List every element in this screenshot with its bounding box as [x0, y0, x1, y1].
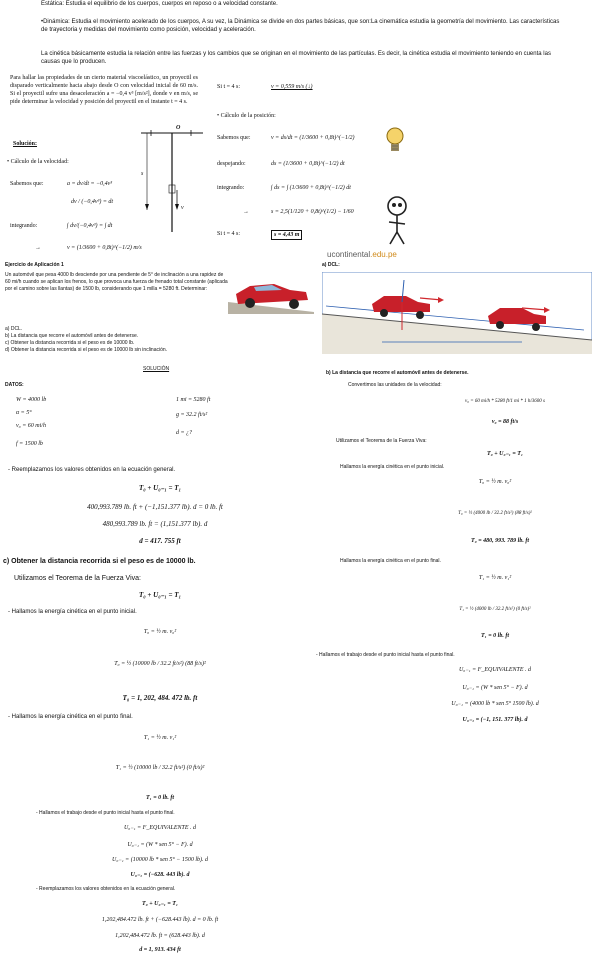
utilizamos-c: Utilizamos el Teorema de la Fuerza Viva: [14, 575, 141, 582]
eq-int: ∫ dv/(−0,4v³) = ∫ dt [67, 223, 113, 229]
lightbulb-icon [385, 126, 405, 156]
eq-u1: U₀₋₁ = F_EQUIVALENTE . d [458, 667, 532, 673]
eq-b3: d = 417. 755 ft [139, 537, 181, 545]
dato-v0: v₀ = 60 mi/h [16, 423, 46, 429]
item-c: c) Obtener la distancia recorrida si el peso es de 10000 lb. [5, 340, 135, 346]
dato-g: g = 32.2 ft/s² [176, 412, 208, 418]
intro-estatica: Estática: Estudia el equilibrio de los cuerpos, cuerpos en reposo o a velocidad constante. [41, 1, 278, 7]
si-t-2: Si t = 4 s: [217, 231, 241, 237]
solucion-title: SOLUCIÓN [143, 366, 170, 372]
hallamos-trab-c: - Hallamos el trabajo desde el punto inicial hasta el punto final. [36, 810, 175, 816]
diagram-o-label: O [176, 125, 181, 131]
thinking-figure-icon [385, 194, 409, 246]
dato-d: d = ¿? [176, 430, 193, 436]
eq-c3: d = 1, 913. 434 ft [139, 947, 181, 953]
eq-t1: T₁ = ½ m. v₁² [478, 575, 512, 581]
item-d: d) Obtener la distancia recorrida si el peso es de 10000 lb sin inclinación. [5, 347, 168, 353]
problem1-solucion: Solución: [13, 141, 38, 147]
dato-f: f = 1500 lb [16, 441, 43, 447]
eq-conv: v₀ = 60 mi/h * 5280 ft/1 mi * 1 h/3600 s [465, 399, 545, 404]
eq-t1-res: T₁ = 0 lb. ft [480, 633, 509, 639]
eq-ct1-num: T₁ = ½ (10000 lb / 32.2 ft/s²) (0 ft/s)² [115, 765, 205, 771]
eq-ct0-num: T₀ = ½ (10000 lb / 32.2 ft/s²) (88 ft/s)² [114, 661, 206, 667]
hallamos-trab-b: - Hallamos el trabajo desde el punto inicial hasta el punto final. [316, 652, 455, 658]
arrow-1: → [35, 245, 41, 251]
eq-v: v = (1/3600 + 0,8t)^(−1/2) m/s [67, 245, 142, 251]
v-result: v = 0,559 m/s (↓) [271, 84, 313, 90]
eq-ct0: T₀ = ½ m. v₀² [143, 629, 177, 635]
eq-ct1: T₁ = ½ m. v₁² [143, 735, 177, 741]
bullet-velocidad: • Cálculo de la velocidad: [7, 159, 69, 165]
problem1-statement: Para hallar las propiedades de un cierto material viscoelástico, un proyectil es disparado verticalmente hacia abajo desde O con velocidad inicial de 60 m/s. Si el proyectil sufre una desaceleración a = −0,4 v³ [m/s²], donde v en m/s, se pide determinar la velocidad y posición del proyectil en el instante t = 4 s. [10, 75, 198, 105]
eq-cu2: U₀₋₁ = (W * sen 5° − F). d [127, 842, 193, 848]
projectile-diagram [139, 130, 205, 234]
eq-u4: U₀₋₁ = (−1, 151. 377 lb). d [462, 717, 528, 723]
eq-b-general: T₀ + U₀₋₁ = T₁ [486, 451, 524, 457]
eq-u3: U₀₋₁ = (4000 lb * sen 5° 1500 lb). d [451, 701, 539, 707]
eq-c-gen2: T₀ + U₀₋₁ = T₁ [141, 901, 179, 907]
bullet-posicion-text: Cálculo de la posición: [220, 113, 276, 119]
eq-a: a = dv/dt = −0,4v³ [67, 181, 113, 187]
dcl-diagram [322, 272, 592, 354]
intro-cinetica: La cinética básicamente estudia la relación entre las fuerzas y los cambios que se originan en el movimiento de las partículas. Es decir, la cinética estudia el movimiento teniendo en cuenta las causas que lo producen. [41, 51, 551, 65]
diagram-s-label: s [141, 171, 144, 177]
label-sabemos: Sabemos que: [10, 181, 44, 187]
reemplazamos-c: - Reemplazamos los valores obtenidos en la ecuación general. [36, 886, 176, 892]
hallamos-ini-c: - Hallamos la energía cinética en el punto inicial. [8, 609, 137, 615]
datos-left [16, 396, 46, 453]
ejercicio-statement: Un automóvil que pesa 4000 lb desciende por una pendiente de 5° de inclinación a una rapidez de 60 mi/h cuando se aplican los frenos, lo que provoca una fuerza de frenado total constante (aplicada por el camino sobre las llantas) de 1500 lb, considerando que 1 milla = 5280 ft. Determinar: [5, 272, 228, 292]
bullet-posicion: • Cálculo de la posición: [217, 113, 276, 119]
convertimos: Convertimos las unidades de la velocidad: [348, 382, 442, 388]
eq-cu4: U₀₋₁ = (−628. 443 lb). d [130, 872, 190, 878]
watermark-text: ucontinental [327, 250, 371, 259]
eq-c1: 1,202,484.472 lb. ft + (−628.443 lb). d = 0 lb. ft [101, 917, 219, 923]
eq-u2: U₀₋₁ = (W * sen 5° − F). d [462, 685, 528, 691]
label-integrando: integrando: [10, 223, 38, 229]
datos-label: DATOS: [5, 382, 24, 388]
dato-alpha: α = 5° [16, 410, 32, 416]
bullet-velocidad-text: Cálculo de la velocidad: [10, 159, 69, 165]
reemplazamos-b: - Reemplazamos los valores obtenidos en la ecuación general. [8, 467, 176, 473]
eq-c2: 1,202,484.472 lb. ft = (628.443 lb). d [115, 933, 205, 939]
hallamos-fin-b: Hallamos la energía cinética en el punto final. [340, 558, 441, 564]
eq-ct1-res: T₁ = 0 lb. ft [145, 795, 174, 801]
utilizamos-b: Utilizamos el Teorema de la Fuerza Viva: [336, 438, 427, 444]
watermark [327, 250, 397, 260]
problem1-panel [5, 74, 405, 262]
dcl-label: a) DCL: [322, 262, 340, 268]
eq-t0-num: T₀ = ½ (4000 lb / 32.2 ft/s²) (88 ft/s)² [458, 511, 532, 516]
datos-right [176, 396, 210, 442]
label-sabemos-2: Sabemos que: [217, 135, 251, 141]
hallamos-fin-c: - Hallamos la energía cinética en el punto final. [8, 714, 133, 720]
watermark-suffix: .edu.pe [370, 250, 397, 259]
dato-mi: 1 mi = 5280 ft [176, 397, 211, 403]
ejercicio-title: Ejercicio de Aplicación 1 [5, 262, 64, 268]
car-slope-illustration [228, 268, 314, 314]
diagram-v-label: v [181, 205, 184, 211]
s-result: s = 4,43 m [271, 230, 302, 240]
eq-cu1: U₀₋₁ = F_EQUIVALENTE . d [123, 825, 197, 831]
eq-int2: ∫ ds = ∫ (1/3600 + 0,8t)^(−1/2) dt [271, 185, 351, 191]
item-b: b) La distancia que recorre el automóvil antes de detenerse. [5, 333, 139, 339]
eq-dv: dv / (−0,4v³) = dt [71, 199, 114, 205]
eq-b1: 400,993.789 lb. ft + (−1,151.377 lb). d = 0 lb. ft [87, 503, 223, 511]
eq-cu3: U₀₋₁ = (10000 lb * sen 5° − 1500 lb). d [112, 857, 208, 863]
arrow-2: → [243, 209, 249, 215]
item-a: a) DCL. [5, 326, 23, 332]
items-list [5, 326, 167, 354]
eq-general-b: T₀ + U₀₋₁ = T₁ [138, 484, 182, 492]
eq-ct0-res: T₀ = 1, 202, 484. 472 lb. ft [122, 694, 198, 702]
eq-b2: 480,993.789 lb. ft = (1,151.377 lb). d [102, 520, 208, 528]
eq-s: s = 2,5(1/120 + 0,8t)^(1/2) − 1/60 [271, 209, 354, 215]
eq-t0: T₀ = ½ m. v₀² [478, 479, 512, 485]
eq-ds: v = ds/dt = (1/3600 + 0,8t)^(−1/2) [271, 135, 355, 141]
eq-v0: v₀ = 88 ft/s [491, 419, 519, 425]
si-t-1: Si t = 4 s: [217, 84, 241, 90]
eq-c-general: T₀ + U₀₋₁ = T₁ [138, 591, 182, 599]
eq-t0-res: T₀ = 480, 993. 789 lb. ft [470, 538, 529, 544]
dato-w: W = 4000 lb [16, 397, 47, 403]
c-title: c) Obtener la distancia recorrida si el peso es de 10000 lb. [3, 558, 196, 565]
b-title: b) La distancia que recorre el automóvil antes de detenerse. [326, 370, 469, 376]
intro-dinamica: •Dinámica: Estudia el movimiento acelerado de los cuerpos, A su vez, la Dinámica se divide en dos partes básicas, que son:La cinemática estudia la geometría del movimiento. Las características de trayectoria y medidas del movimiento como posición, velocidad y aceleración. [41, 19, 560, 33]
eq-t1-num: T₁ = ½ (4000 lb / 32.2 ft/s²) (0 ft/s)² [459, 607, 531, 612]
hallamos-ini-b: Hallamos la energía cinética en el punto inicial. [340, 464, 445, 470]
label-integrando-2: integrando: [217, 185, 245, 191]
label-despejando: despejando: [217, 161, 246, 167]
eq-ds2: ds = (1/3600 + 0,8t)^(−1/2) dt [271, 161, 345, 167]
